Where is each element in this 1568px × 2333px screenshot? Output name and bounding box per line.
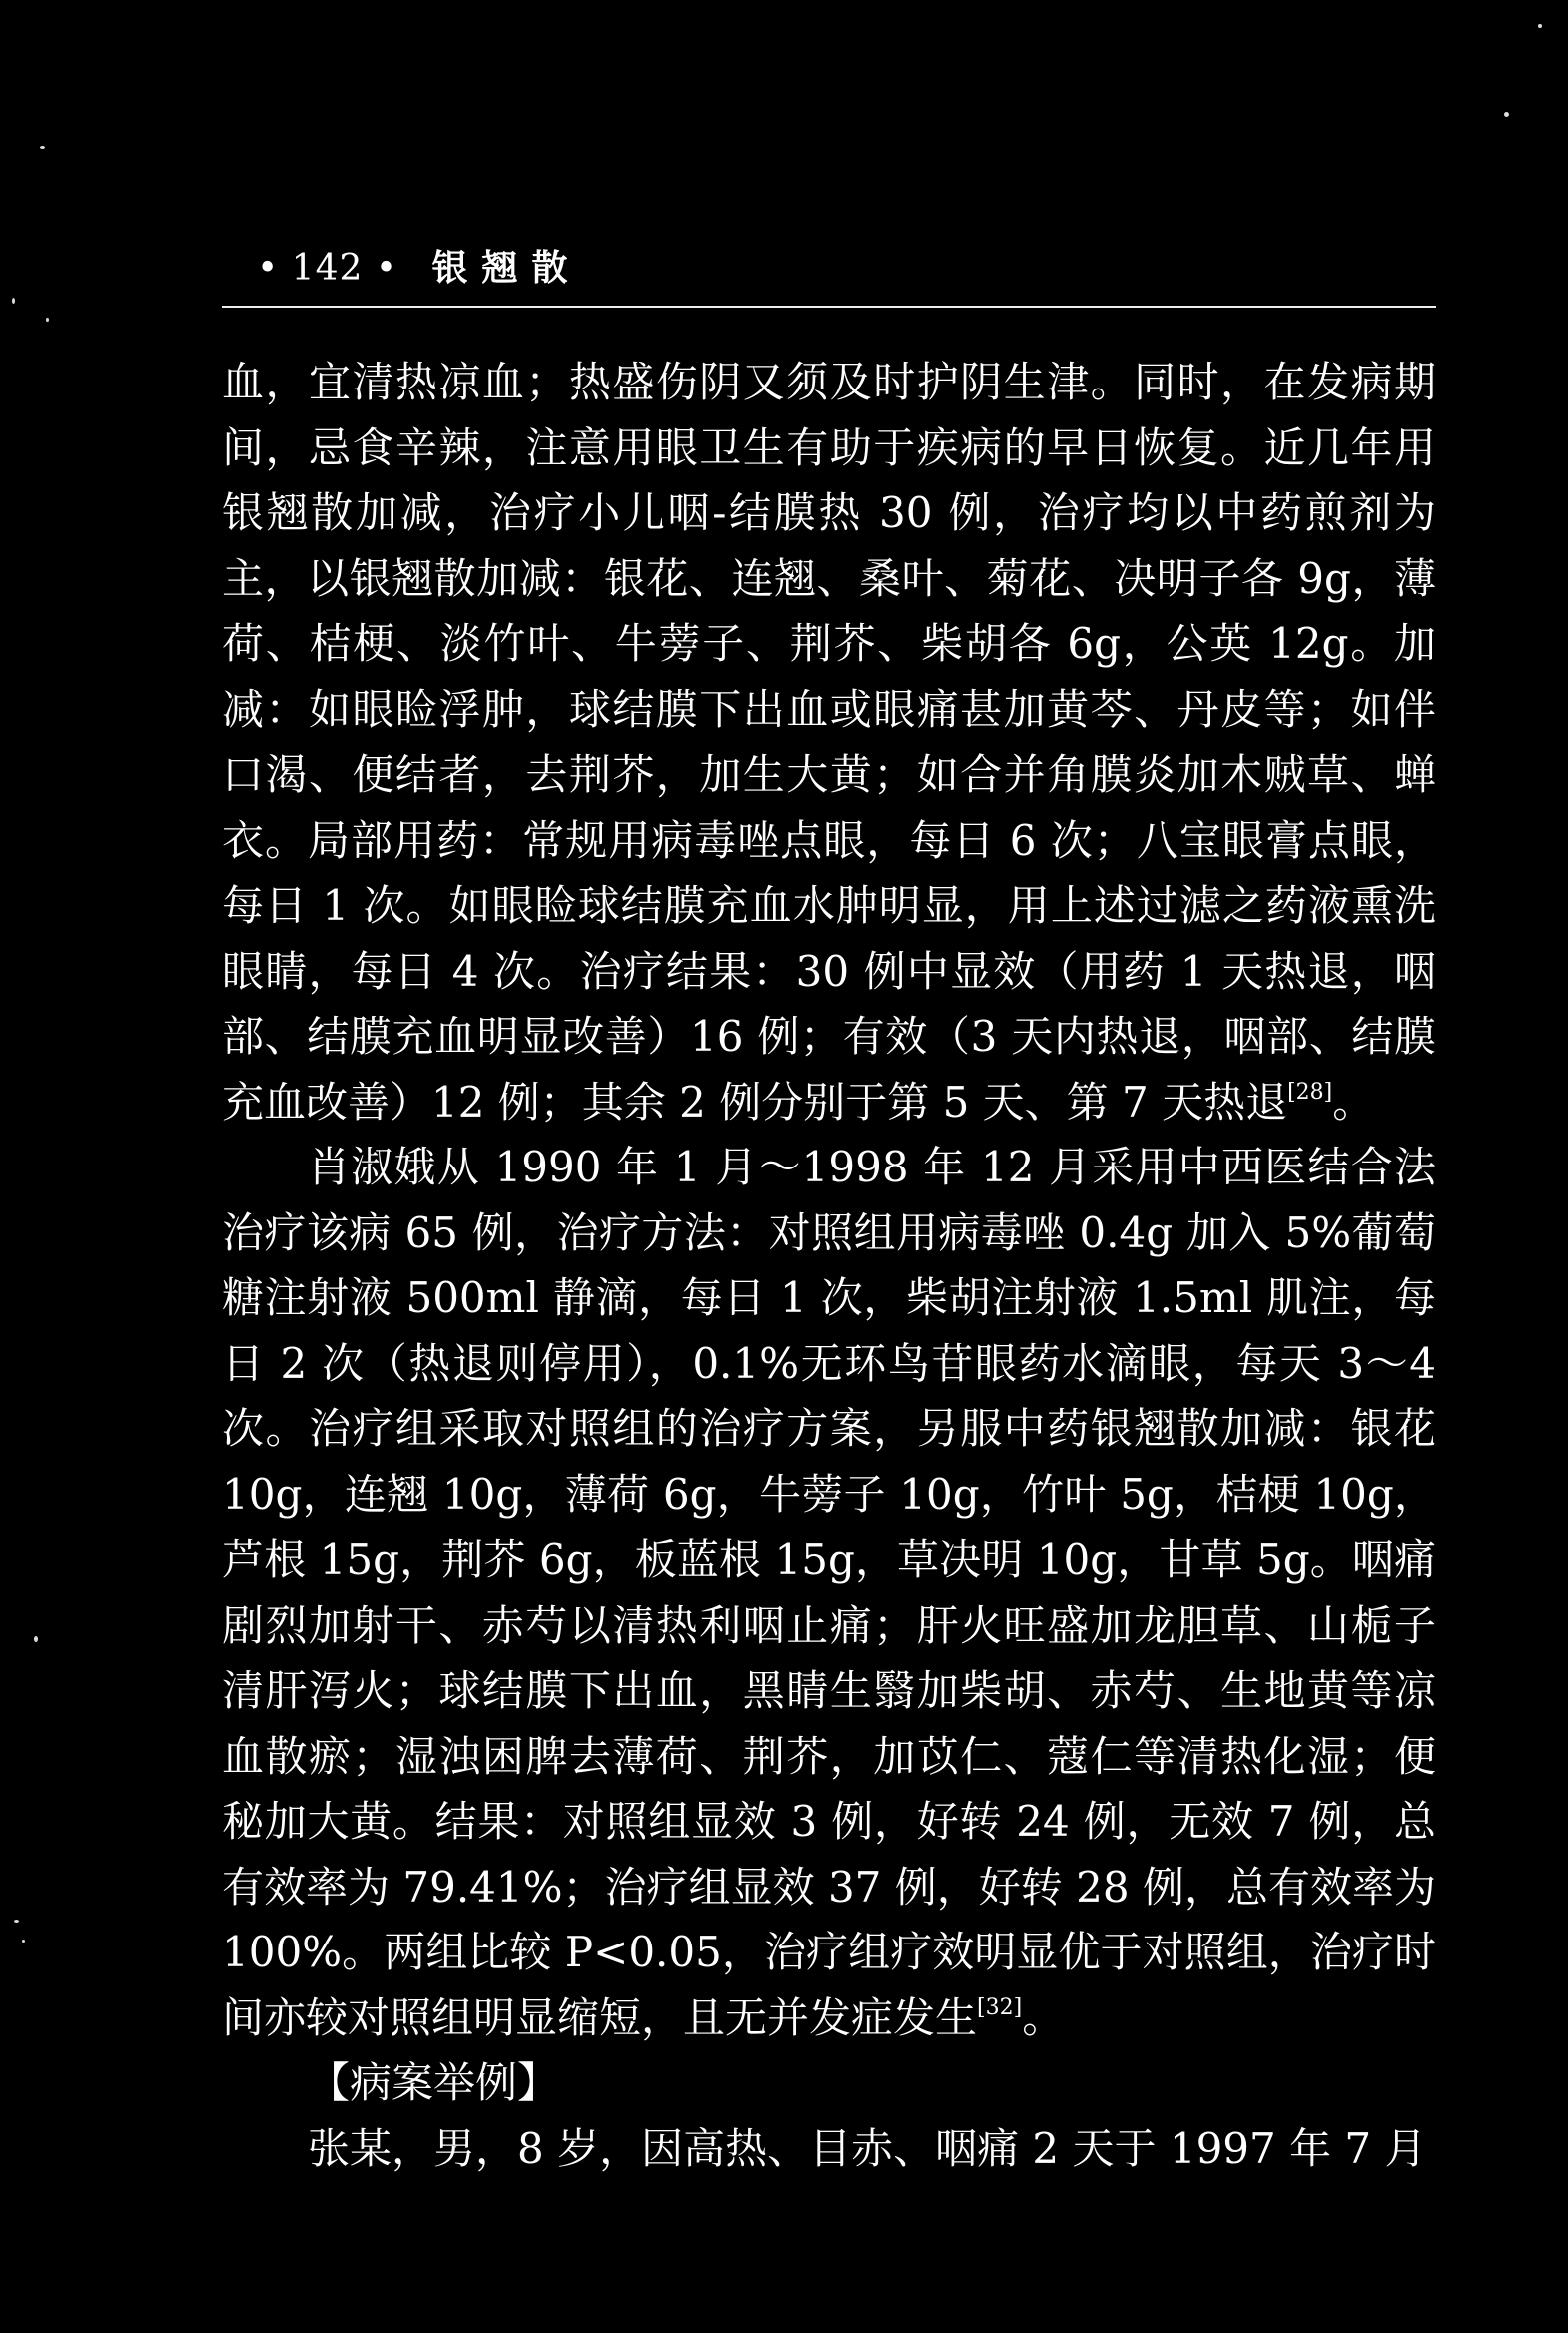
running-header [257,240,582,291]
scan-speck [12,298,15,304]
paragraph-end: 。 [1022,1992,1065,2042]
scan-speck [1504,112,1509,117]
scan-speck [46,318,49,322]
book-title: 银翘散 [431,247,582,289]
scan-speck [34,1636,38,1642]
scan-speck [40,146,45,149]
paragraph-xiao [222,1135,1436,2050]
paragraph-text: 肖淑娥从 1990 年 1 月～1998 年 12 月采用中西医结合法治疗该病 65 例，治疗方法：对照组用病毒唑 0.4g 加入 5%葡萄糖注射液 500ml 静滴，每日 1 次，柴胡注射液 1.5ml 肌注，每日 2 次（热退则停用），0.1%无环鸟苷眼药水滴眼，每天 3～4 次。治疗组采取对照组的治疗方案，另服中药银翘散加减：银花 10g，连翘 10g，薄荷 6g，牛蒡子 10g，竹叶 5g，桔梗 10g，芦根 15g，荆芥 6g，板蓝根 15g，草决明 10g，甘草 5g。咽痛剧烈加射干、赤芍以清热利咽止痛；肝火旺盛加龙胆草、山栀子清肝泻火；球结膜下出血，黑睛生翳加柴胡、赤芍、生地黄等凉血散瘀；湿浊困脾去薄荷、荆芥，加苡仁、蔻仁等清热化湿；便秘加大黄。结果：对照组显效 3 例，好转 24 例，无效 7 例，总有效率为 79.41%；治疗组显效 37 例，好转 28 例，总有效率为 100%。两组比较 P<0.05，治疗组疗效明显优于对照组，治疗时间亦较对照组明显缩短，且无并发症发生 [222,1143,1436,2042]
case-paragraph: 张某，男，8 岁，因高热、目赤、咽痛 2 天于 1997 年 7 月 [308,2123,1427,2173]
paragraph-continuation [222,350,1436,1135]
scan-speck [22,1940,25,1943]
page-number: • 142 • [257,248,398,289]
paragraph-text: 血，宜清热凉血；热盛伤阴又须及时护阴生津。同时，在发病期间，忌食辛辣，注意用眼卫生有助于疾病的早日恢复。近几年用银翘散加减，治疗小儿咽-结膜热 30 例，治疗均以中药煎剂为主，以银翘散加减：银花、连翘、桑叶、菊花、决明子各 9g，薄荷、桔梗、淡竹叶、牛蒡子、荆芥、柴胡各 6g，公英 12g。加减：如眼睑浮肿，球结膜下出血或眼痛甚加黄芩、丹皮等；如伴口渴、便结者，去荆芥，加生大黄；如合并角膜炎加木贼草、蝉衣。局部用药：常规用病毒唑点眼，每日 6 次；八宝眼膏点眼，每日 1 次。如眼睑球结膜充血水肿明显，用上述过滤之药液熏洗眼睛，每日 4 次。治疗结果：30 例中显效（用药 1 天热退，咽部、结膜充血明显改善）16 例；有效（3 天内热退，咽部、结膜充血改善）12 例；其余 2 例分别于第 5 天、第 7 天热退 [222,358,1436,1127]
citation-ref: [32] [977,1994,1023,2020]
scan-speck [14,1920,19,1923]
paragraph-end: 。 [1332,1077,1375,1127]
header-rule [222,306,1436,308]
page-body [222,350,1436,2181]
scan-speck [1538,24,1542,28]
citation-ref: [28] [1287,1079,1333,1105]
case-heading: 【病案举例】 [308,2058,560,2107]
